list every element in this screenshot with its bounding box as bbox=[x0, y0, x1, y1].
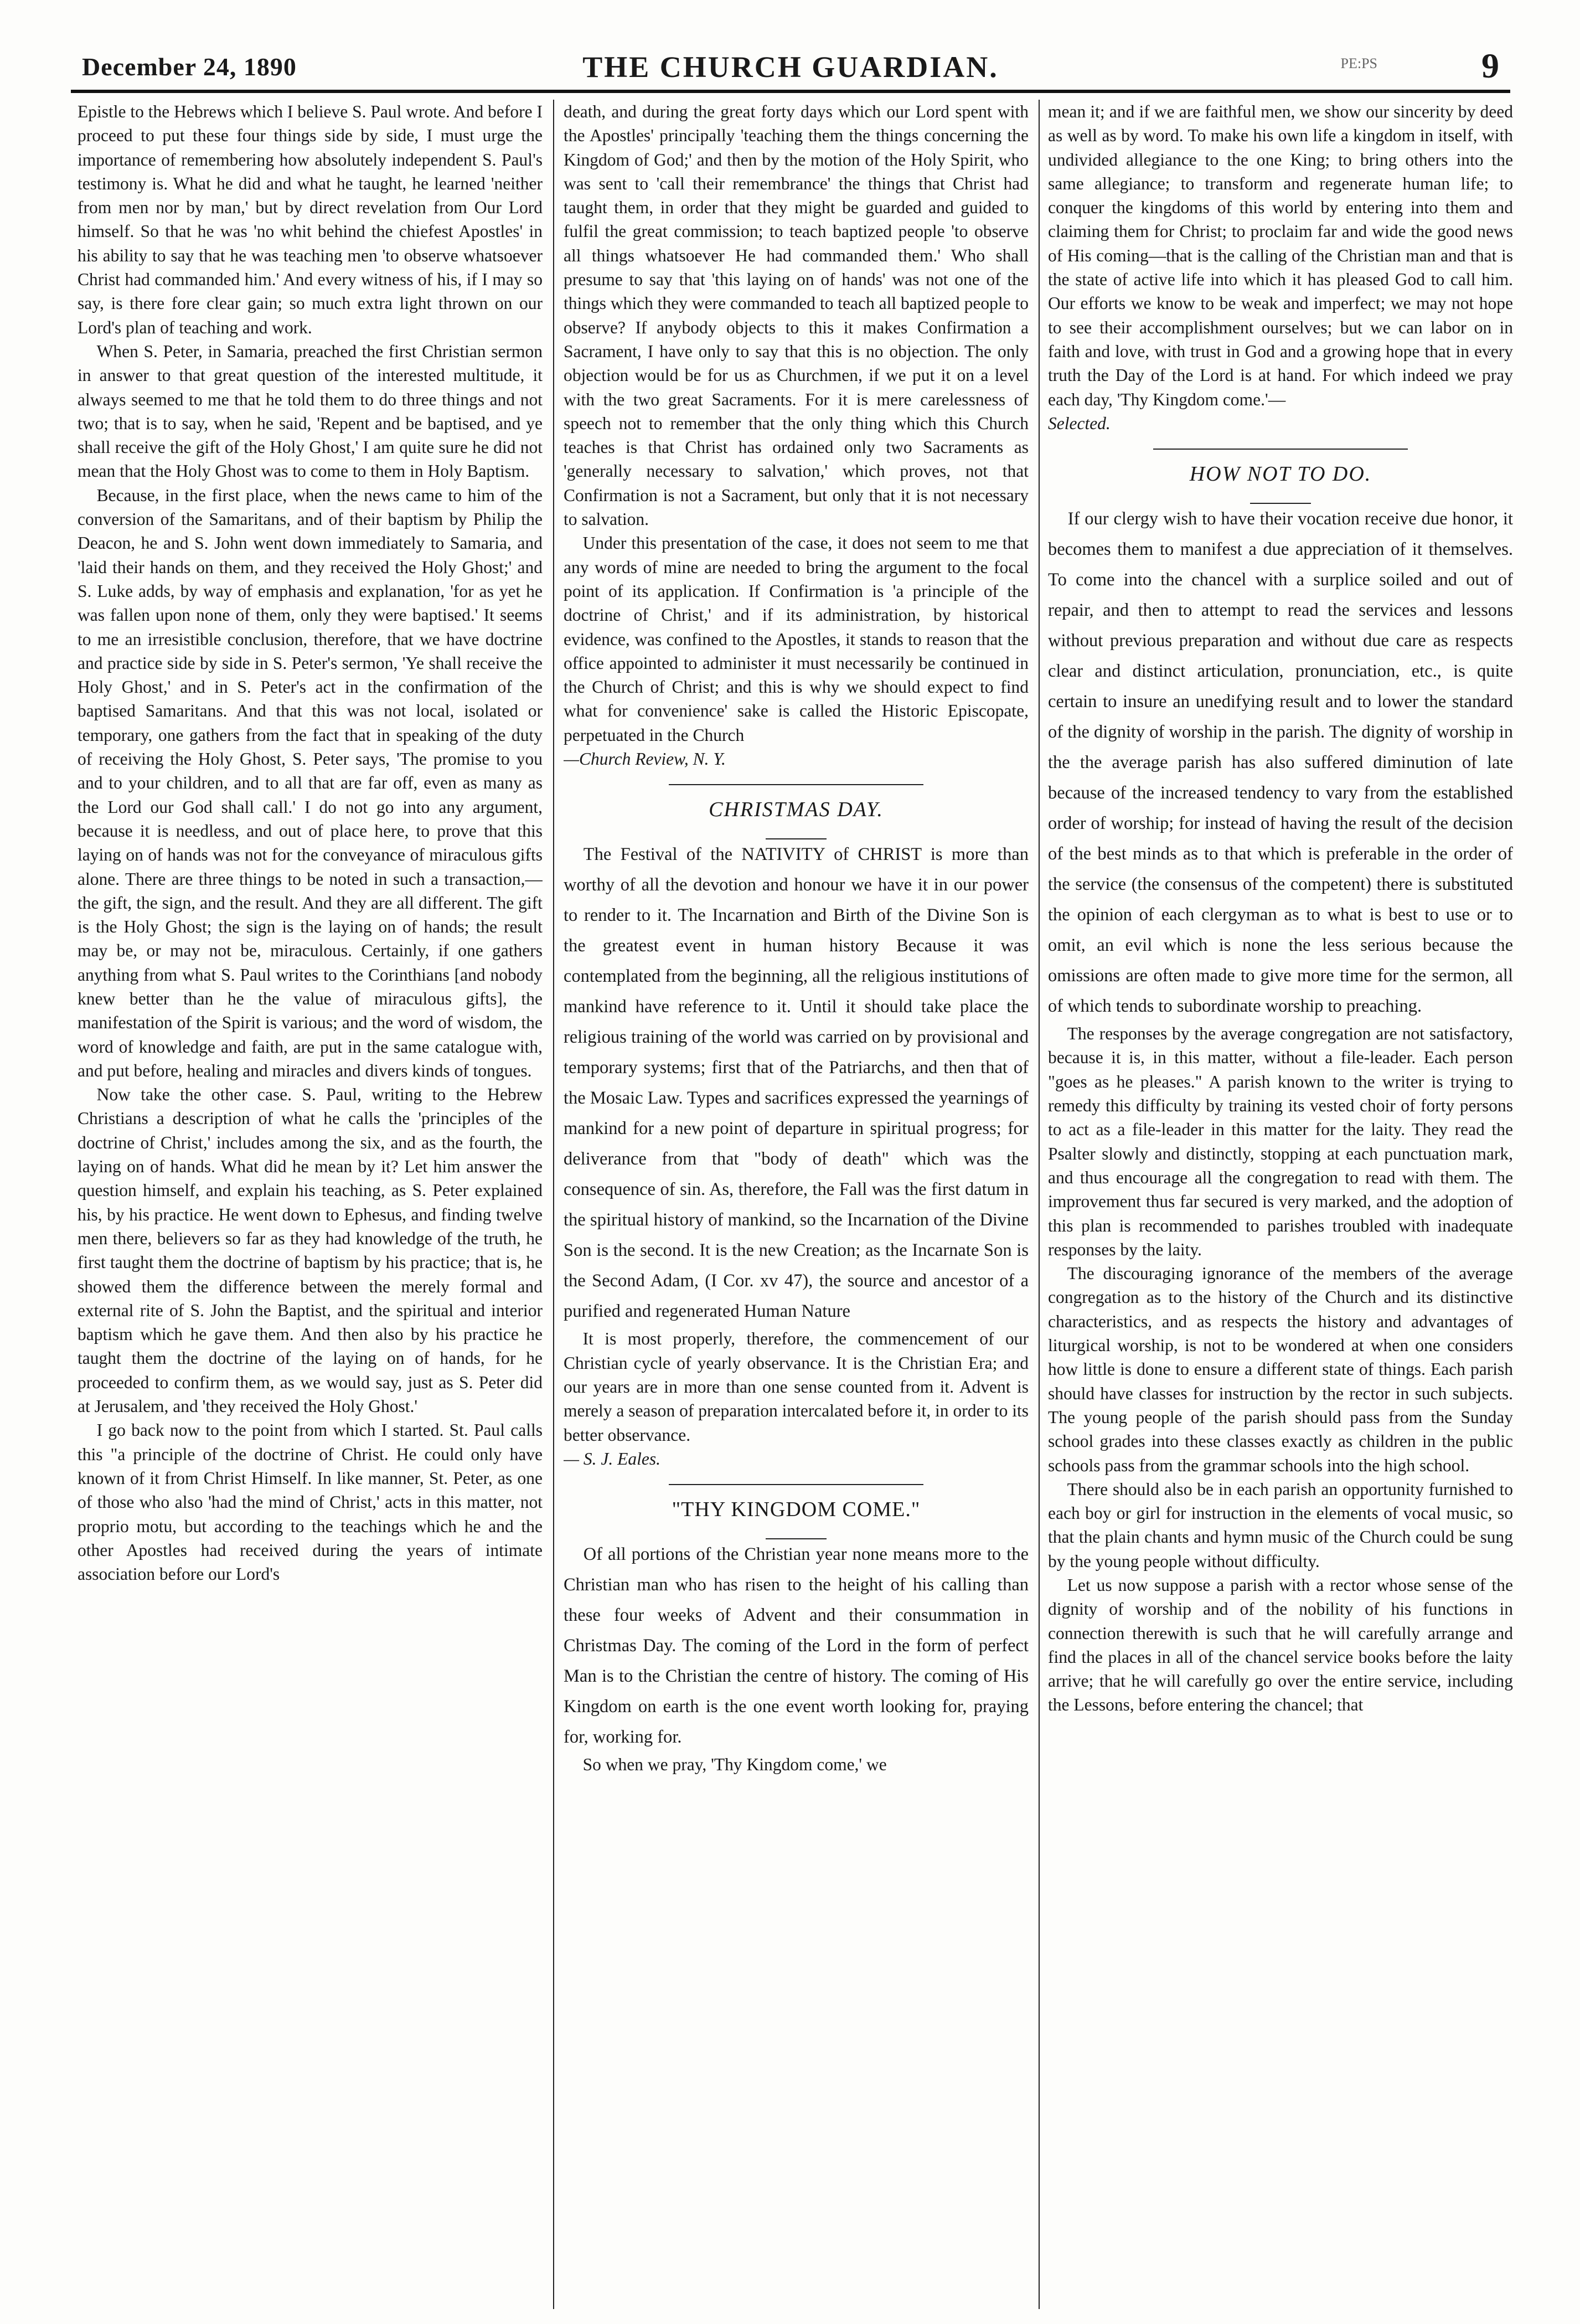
article-paragraph: The responses by the average congregation are not satisfactory, because it is, in this matter, without a file-leader. Each person "goes as he pleases." A parish known to the writer is trying to remedy this difficulty by training its vested choir of forty persons to act as a file-leader in this matter for the laity. They read the Psalter slowly and distinctly, stopping at each punctuation mark, and thus encourage all the congregation to read with them. The improvement thus far secured is very marked, and the adoption of this plan is recommended to parishes troubled with inadequate responses by the laity. bbox=[1048, 1024, 1513, 1259]
article-paragraph: death, and during the great forty days which our Lord spent with the Apostles' principally 'teaching them the things concerning the Kingdom of God;' and then by the motion of the Holy Spirit, who was sent to 'call their remembrance' the things that Christ had taught them, in order that they might be guarded and guided to fulfil the great commission; to teach baptized people 'to observe all things whatsoever He had commanded them.' Who shall presume to say that 'this laying on of hands' was not one of the things which they were commanded to teach all baptized people to observe? If anybody objects to this it makes Confirmation a Sacrament, I have only to say that this is no objection. The only objection would be for us as Churchmen, if we put it on a level with the two great Sacraments. For it is mere carelessness of speech not to remember that the only thing which this Church teaches is that Christ has ordained only two Sacraments as 'generally necessary to salvation,' which proves, not that Confirmation is not a Sacrament, but only that it is not necessary to salvation. bbox=[564, 102, 1029, 529]
article-paragraph: Under this presentation of the case, it does not seem to me that any words of mine are needed to bring the argument to the focal point of its application. If Confirmation is 'a principle of the doctrine of Christ,' and if its administration, by historical evidence, was confined to the Apostles, it stands to reason that the office appointed to administer it must necessarily be continued in the Church of Christ; and this is why we should expect to find what for convenience' sake is called the Historic Episcopate, perpetuated in the Church bbox=[564, 533, 1029, 745]
article-paragraph: Of all portions of the Christian year none means more to the Christian man who has risen to the height of his calling than these four weeks of Advent and their consummation in Christmas Day. The coming of the Lord in the form of perfect Man is to the Christian the centre of history. The coming of His Kingdom on earth is the one event worth looking for, praying for, working for. bbox=[564, 1544, 1029, 1748]
column-divider bbox=[1039, 100, 1040, 2309]
article-paragraph: If our clergy wish to have their vocation receive due honor, it becomes them to manifest a due appreciation of it themselves. To come into the chancel with a surplice soiled and out of repair, and then to attempt to read the services and lessons without previous preparation and without due care as respects clear and distinct articulation, pronunciation, etc., is quite certain to insure an unedifying result and to lower the standard of the dignity of worship in the parish. The dignity of worship in the the average parish has also suffered diminution of late because of the increased tendency to vary from the established order of worship; for instead of having the result of the decision of the best minds as to that which is preferable in the order of the service (the consensus of the competent) there is substituted the opinion of each clergyman as to what is best to use or to omit, an evil which is none the less serious because the omissions are often made to give more time for the sermon, all of which tends to subordinate worship to preaching. bbox=[1048, 509, 1513, 1017]
article-author: — S. J. Eales. bbox=[564, 1449, 660, 1468]
issue-date: December 24, 1890 bbox=[82, 53, 297, 81]
newspaper-title: THE CHURCH GUARDIAN. bbox=[582, 50, 999, 84]
article-paragraph: I go back now to the point from which I started. St. Paul calls this "a principle of the doctrine of Christ. He could only have known of it from Christ Himself. In like manner, St. Peter, as one of those who also 'had the mind of Christ,' acts in this matter, not proprio motu, but according to the teachings which he and the other Apostles had received during the years of intimate association before our Lord's bbox=[78, 1420, 543, 1584]
section-divider bbox=[669, 784, 923, 785]
press-mark: PE:PS bbox=[1340, 55, 1377, 71]
article-paragraph: Because, in the first place, when the news came to him of the conversion of the Samaritans, and of their baptism by Philip the Deacon, he and S. John went down immediately to Samaria, and 'laid their hands on them, and they received the Holy Ghost;' and S. Luke adds, by way of emphasis and explanation, 'for as yet he was fallen upon none of them, only they were baptised.' It seems to me an irresistible conclusion, therefore, that we have doctrine and practice side by side in S. Peter's sermon, 'Ye shall receive the Holy Ghost,' and in S. Peter's act in the confirmation of the baptised Samaritans. And that this was not local, isolated or temporary, one gathers from the fact that in speaking of the duty of receiving the Holy Ghost, S. Peter says, 'The promise to you and to your children, and to all that are far off, even as many as the Lord our God shall call.' I do not go into any argument, because it is needless, and out of place here, to prove that this laying on of hands was not for the conveyance of miraculous gifts alone. There are three things to be noted in such a transaction,—the gift, the sign, and the result. And they are all different. The gift is the Holy Ghost; the sign is the laying on of hands; the result may be, or may not be, miraculous. Certainly, if one gathers anything from what S. Paul writes to the Corinthians [and nobody knew better than he the value of miraculous gifts], the manifestation of the Spirit is various; and the word of wisdom, the word of knowledge and faith, are put in the same catalogue with, and put before, healing and miracles and divers kinds of tongues. bbox=[78, 485, 543, 1080]
article-paragraph: mean it; and if we are faithful men, we show our sincerity by deed as well as by word. To make his own life a kingdom in itself, with undivided allegiance to the one King; to bring others into the same allegiance; to transform and regenerate human life; to conquer the kingdoms of this world by entering into them and claiming them for Christ; to proclaim far and wide the good news of His coming—that is the calling of the Christian man and that is the state of active life into which it has pleased God to call him. Our efforts we know to be weak and imperfect; we may not hope to see their accomplishment ourselves; but we can labor on in faith and love, with trust in God and a growing hope that in every truth the Day of the Lord is at hand. For which indeed we pray each day, 'Thy Kingdom come.'— bbox=[1048, 102, 1513, 409]
page-number: 9 bbox=[1481, 46, 1499, 85]
article-paragraph: Epistle to the Hebrews which I believe S. Paul wrote. And before I proceed to put these four things side by side, I must urge the importance of remembering how absolutely independent S. Paul's testimony is. What he did and what he taught, he learned 'neither from men nor by man,' but by direct revelation from Our Lord himself. So that he was 'no whit behind the chiefest Apostles' in his ability to say that he was teaching men 'to observe whatsoever Christ had commanded him.' And every witness of his, if I may so say, is there fore clear gain; so much extra light thrown on our Lord's plan of teaching and work. bbox=[78, 102, 543, 337]
column-divider bbox=[553, 100, 554, 2309]
heading-thy-kingdom-come: "THY KINGDOM COME." bbox=[672, 1498, 921, 1522]
article-source: —Church Review, N. Y. bbox=[564, 749, 726, 769]
article-paragraph: So when we pray, 'Thy Kingdom come,' we bbox=[582, 1755, 887, 1775]
column-2 bbox=[564, 100, 1029, 2309]
article-paragraph: There should also be in each parish an opportunity furnished to each boy or girl for instruction in the elements of vocal music, so that the plain chants and hymn music of the Church could be sung by the young people without difficulty. bbox=[1048, 1479, 1513, 1571]
heading-christmas-day: CHRISTMAS DAY. bbox=[709, 798, 884, 822]
article-source: Selected. bbox=[1048, 413, 1111, 433]
heading-how-not-to-do: HOW NOT TO DO. bbox=[1189, 462, 1372, 486]
article-paragraph: The discouraging ignorance of the members of the average congregation as to the history of the Church and its distinctive characteristics, and as respects the history and advantages of liturgical worship, is not to be wondered at when one considers how little is done to ensure a different state of things. Each parish should have classes for instruction by the rector in such subjects. The young people of the parish should pass from the Sunday school grades into these classes exactly as children in the public schools pass from the grammar schools into the high school. bbox=[1048, 1264, 1513, 1475]
column-3 bbox=[1048, 100, 1513, 2309]
section-divider bbox=[669, 1484, 923, 1485]
section-divider bbox=[1153, 449, 1408, 450]
article-paragraph: The Festival of the NATIVITY of CHRIST is more than worthy of all the devotion and honour we have it in our power to render to it. The Incarnation and Birth of the Divine Son is the greatest event in human history Because it was contemplated from the beginning, all the religious institutions of mankind have reference to it. Until it should take place the religious training of the world was carried on by provisional and temporary systems; first that of the Patriarchs, and then that of the Mosaic Law. Types and sacrifices expressed the yearnings of mankind for a new point of departure in spiritual progress; for deliverance from that "body of death" which was the consequence of sin. As, therefore, the Fall was the first datum in the spiritual history of mankind, so the Incarnation of the Divine Son is the second. It is the new Creation; as the Incarnate Son is the Second Adam, (I Cor. xv 47), the source and ancestor of a purified and regenerated Human Nature bbox=[564, 844, 1029, 1322]
article-paragraph: When S. Peter, in Samaria, preached the first Christian sermon in answer to that great question of the interested multitude, it always seemed to me that he told them to do three things and not two; that is to say, when he said, 'Repent and be baptised, and ye shall receive the gift of the Holy Ghost,' I am quite sure he did not mean that the Holy Ghost was to come to them in Holy Baptism. bbox=[78, 341, 543, 481]
column-1 bbox=[78, 100, 543, 2309]
article-paragraph: Let us now suppose a parish with a rector whose sense of the dignity of worship and of the nobility of his functions in connection therewith is such that he will carefully arrange and find the places in all of the chancel service books before the laity arrive; that he will carefully go over the entire service, including the Lessons, before entering the chancel; that bbox=[1048, 1575, 1513, 1715]
masthead bbox=[71, 40, 1510, 93]
article-paragraph: Now take the other case. S. Paul, writing to the Hebrew Christians a description of what he calls the 'principles of the doctrine of Christ,' includes among the six, and as the fourth, the laying on of hands. What did he mean by it? Let him answer the question himself, and explain his teaching, as S. Peter explained his, by his practice. He went down to Ephesus, and finding twelve men there, believers so far as they had knowledge of the truth, he first taught them the doctrine of baptism by his practice; that is, he showed them the difference between the merely formal and external rite of S. John the Baptist, and the spiritual and interior baptism which he gave them. And then also by his practice he taught them the doctrine of the laying on of hands, for he proceeded to confirm them, as we would say, just as S. Peter did at Jerusalem, and 'they received the Holy Ghost.' bbox=[78, 1085, 543, 1416]
article-paragraph: It is most properly, therefore, the commencement of our Christian cycle of yearly observance. It is the Christian Era; and our years are in more than one sense counted from it. Advent is merely a season of preparation intercalated before it, in order to its better observance. bbox=[564, 1329, 1029, 1445]
